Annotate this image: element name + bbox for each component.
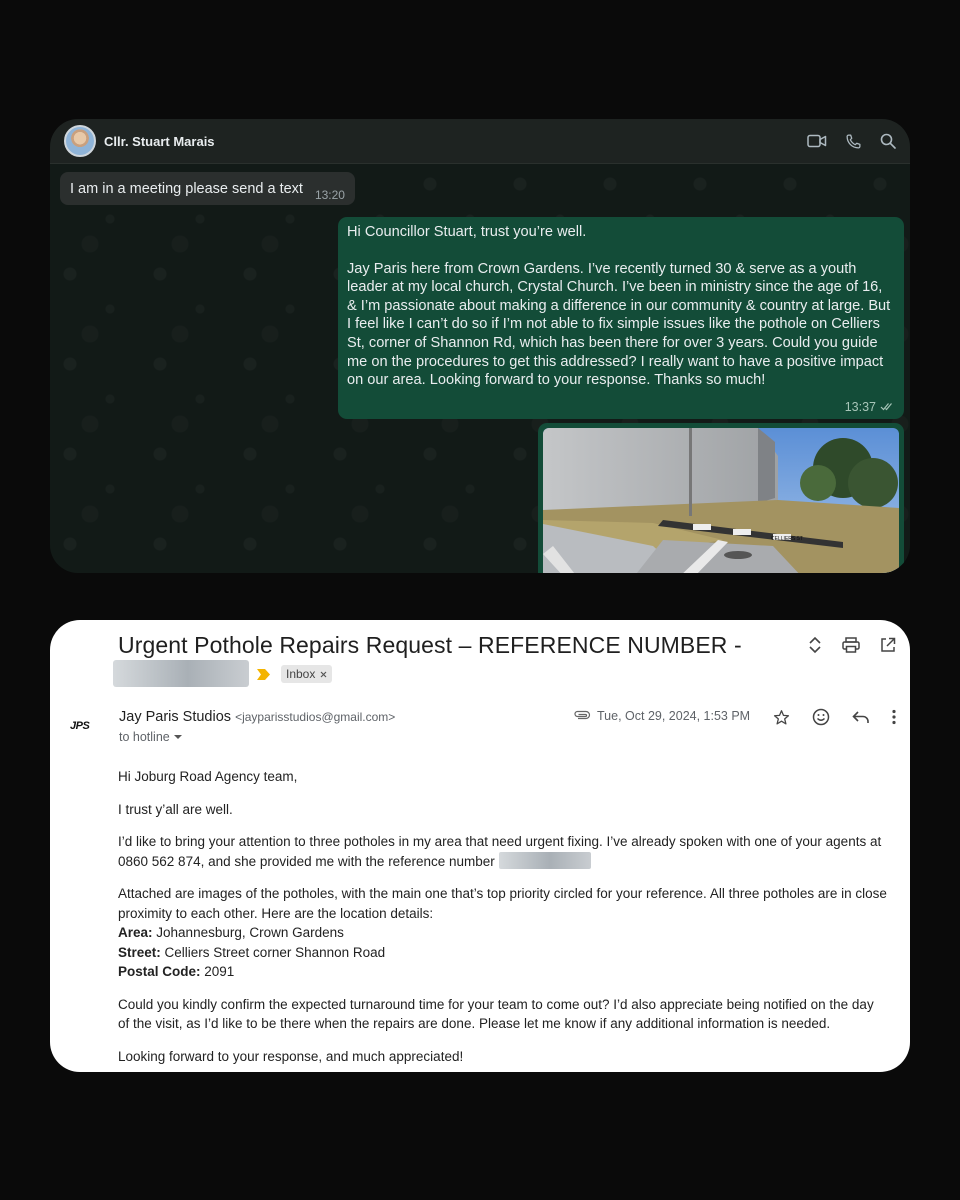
sender-info [119,709,395,725]
email-closing: Looking forward to your response, and much appreciated! [118,1048,464,1064]
street-label: Street: [118,944,161,960]
email-view [50,620,910,1072]
contact-name[interactable]: Cllr. Stuart Marais [104,133,215,149]
attachment-icon [573,709,591,723]
email-date: Tue, Oct 29, 2024, 1:53 PM [597,709,751,723]
message-body: Jay Paris here from Crown Gardens. I’ve recently turned 30 & serve as a youth leader at my local church, Crystal Church. I’ve been in ministry since the age of 16, & I’m passionate about making a difference in our community & country at large. But I feel like I can’t do so if I’m not able to fix simple issues like the pothole on Celliers St, corner of Shannon Rd, which has been there for over 3 years. Could you guide me on the procedures to get this addressed? I really want to have a positive impact on our area. Looking forward to your response. Thanks so much! [347,260,891,389]
outgoing-message[interactable] [338,217,904,419]
chat-header [50,119,910,164]
email-paragraph: I trust y’all are well. [118,801,233,817]
pothole-photo [543,428,899,573]
message-time: 13:20 [314,187,345,202]
redacted-reference [113,660,249,687]
area-label: Area: [118,925,153,940]
email-paragraph [118,832,888,871]
message-actions [773,708,896,731]
message-meta [845,400,894,414]
email-date-area [573,709,750,723]
reply-icon[interactable] [852,710,870,729]
caret-down-icon[interactable] [173,730,183,744]
recipient-text: to hotline [119,730,170,744]
sender-email: <jayparisstudios@gmail.com> [235,710,396,724]
street-sign-text: CELLIERS ST [771,536,803,542]
message-time: 13:37 [844,400,876,414]
phone-icon[interactable] [845,133,862,150]
video-call-icon[interactable] [807,133,827,149]
chat-header-actions [807,133,896,150]
incoming-message[interactable] [60,172,355,205]
email-paragraph: Could you kindly confirm the expected turnaround time for your team to come out? I’d also appreciate being notified on the day of the visit, as I’d like to be there when the repairs are done. Please let me know if any additional information is needed. [118,996,874,1031]
area-value: Johannesburg, Crown Gardens [156,925,344,940]
email-paragraph-text: Attached are images of the potholes, with the main one that’s top priority circled for your reference. All three potholes are in close proximity to each other. Here are the location details: [118,886,887,921]
emoji-reaction-icon[interactable] [812,708,830,731]
chat-window [50,119,910,573]
sender-logo: JPS [70,720,90,732]
recipient-line[interactable] [119,730,183,744]
inbox-label-text: Inbox [286,667,316,681]
image-message[interactable] [538,423,904,573]
sender-name[interactable]: Jay Paris Studios [119,709,232,725]
search-icon[interactable] [880,133,896,149]
email-greeting: Hi Joburg Road Agency team, [118,769,298,784]
email-body [118,767,888,1072]
message-text: I am in a meeting please send a text [70,180,303,197]
avatar[interactable] [64,125,96,157]
message-greeting: Hi Councillor Stuart, trust you’re well. [347,224,587,240]
print-icon[interactable] [842,637,860,658]
email-paragraph [118,884,888,982]
subject-actions [808,636,896,659]
email-paragraph-text: I’d like to bring your attention to three potholes in my area that need urgent fixing. I’ve already spoken with one of your agents at 0860 562 874, and she provided me with the reference number [118,834,882,869]
star-icon[interactable] [773,709,790,731]
redacted-reference-number [499,852,591,869]
open-new-window-icon[interactable] [880,637,896,658]
street-value: Celliers Street corner Shannon Road [164,944,386,960]
inbox-label[interactable] [281,665,332,683]
remove-label-icon[interactable] [320,667,327,681]
important-marker-icon[interactable] [257,667,271,685]
double-check-icon [880,400,894,414]
expand-collapse-icon[interactable] [808,636,822,659]
more-options-icon[interactable] [892,709,896,730]
postal-code-value: 2091 [204,964,235,979]
email-subject: Urgent Pothole Repairs Request – REFERENCE NUMBER - [118,632,742,658]
postal-code-label: Postal Code: [118,964,201,979]
chat-messages[interactable] [50,164,910,573]
